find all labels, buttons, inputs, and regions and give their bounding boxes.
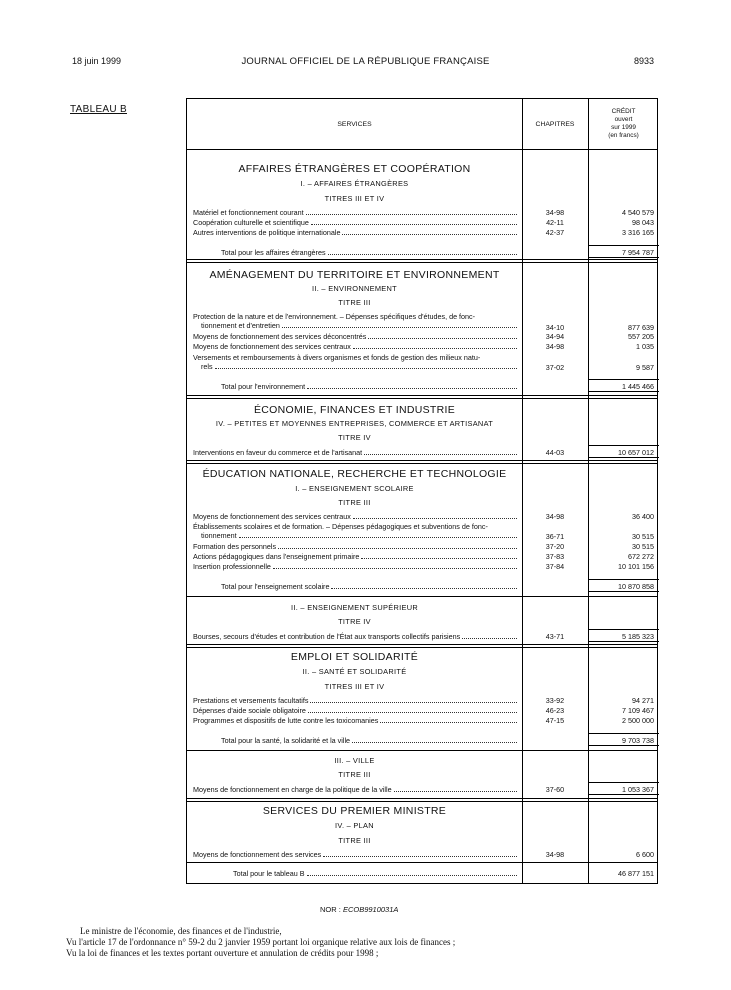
row-label: Bourses, secours d'études et contribution de l'État aux transports collectifs parisiens <box>193 632 461 641</box>
section-titres: TITRE III <box>338 836 371 845</box>
total-row <box>221 382 519 391</box>
row-chapitre: 42-11 <box>546 218 564 227</box>
row-credit: 94 271 <box>632 696 654 705</box>
row-chapitre: 34-10 <box>545 323 565 332</box>
table-row <box>193 696 519 705</box>
table-row <box>193 552 519 561</box>
row-credit: 36 400 <box>632 512 654 521</box>
total-row <box>233 869 519 878</box>
header-rule <box>187 149 657 150</box>
section-subtitle: IV. – PETITES ET MOYENNES ENTREPRISES, COMMERCE ET ARTISANAT <box>215 419 494 428</box>
row-rule <box>187 862 657 863</box>
table-row <box>201 362 519 371</box>
table-row <box>193 342 519 351</box>
row-credit: 5 185 323 <box>622 632 654 641</box>
section-title: ÉCONOMIE, FINANCES ET INDUSTRIE <box>253 404 456 416</box>
total-value: 1 445 466 <box>622 382 654 391</box>
credit-header-line: sur 1999 <box>611 124 636 131</box>
section-title: EMPLOI ET SOLIDARITÉ <box>290 651 419 663</box>
row-label: Moyens de fonctionnement en charge de la politique de la ville <box>193 785 392 794</box>
row-credit: 9 587 <box>636 363 654 372</box>
total-value: 46 877 151 <box>618 869 654 878</box>
total-value: 9 703 738 <box>622 736 654 745</box>
row-label: Formation des personnels <box>193 542 277 551</box>
row-chapitre: 34-94 <box>545 332 565 341</box>
section-title: SERVICES DU PREMIER MINISTRE <box>262 805 447 817</box>
table-row <box>193 542 519 551</box>
body-line: Vu l'article 17 de l'ordonnance n° 59-2 du 2 janvier 1959 portant loi organique relative aux lois de finances ; <box>66 937 456 947</box>
nor-reference <box>320 905 398 914</box>
section-titres: TITRES III ET IV <box>324 194 385 203</box>
row-credit: 557 205 <box>628 332 654 341</box>
table-row <box>193 448 519 457</box>
row-chapitre: 42-37 <box>545 228 565 237</box>
section-titres: TITRES III ET IV <box>324 682 385 691</box>
total-label: Total pour l'enseignement scolaire <box>221 582 330 591</box>
section-titres: TITRE III <box>338 770 371 779</box>
section-title: AMÉNAGEMENT DU TERRITOIRE ET ENVIRONNEMENT <box>209 269 500 281</box>
row-label: Programmes et dispositifs de lutte contre les toxicomanies <box>193 716 379 725</box>
row-credit: 30 515 <box>632 542 654 551</box>
table-row <box>193 332 519 341</box>
row-label: Moyens de fonctionnement des services centraux <box>193 512 351 521</box>
column-header-credit <box>588 99 659 149</box>
row-label: Interventions en faveur du commerce et de l'artisanat <box>193 448 363 457</box>
row-chapitre: 34-98 <box>545 342 565 351</box>
row-chapitre: 37-84 <box>545 562 565 571</box>
table-row <box>193 785 519 794</box>
header-date: 18 juin 1999 <box>72 56 122 66</box>
total-label: Total pour la santé, la solidarité et la ville <box>221 736 351 745</box>
tableau-label: TABLEAU B <box>70 104 127 115</box>
table-row <box>193 228 519 237</box>
section-subtitle: I. – ENSEIGNEMENT SCOLAIRE <box>295 484 414 493</box>
row-chapitre: 47-15 <box>545 716 565 725</box>
row-rule <box>187 750 657 751</box>
section-title: AFFAIRES ÉTRANGÈRES ET COOPÉRATION <box>238 163 471 175</box>
row-chapitre: 43-71 <box>545 632 565 641</box>
row-chapitre: 34-98 <box>545 850 565 859</box>
credit-header-line: CRÉDIT <box>611 108 636 115</box>
row-credit: 4 540 579 <box>622 208 654 217</box>
section-subtitle: I. – AFFAIRES ÉTRANGÈRES <box>300 179 409 188</box>
row-label: Matériel et fonctionnement courant <box>193 208 304 217</box>
row-credit: 1 053 367 <box>622 785 654 794</box>
row-chapitre: 37-20 <box>545 542 565 551</box>
section-title: ÉDUCATION NATIONALE, RECHERCHE ET TECHNOLOGIE <box>202 468 507 480</box>
table-row <box>193 208 519 217</box>
row-credit: 1 035 <box>636 342 654 351</box>
row-credit: 2 500 000 <box>622 716 654 725</box>
row-label: Moyens de fonctionnement des services <box>193 850 322 859</box>
table-row <box>193 716 519 725</box>
row-label: Coopération culturelle et scientifique <box>193 218 309 227</box>
row-chapitre: 34-98 <box>545 512 565 521</box>
total-row <box>221 248 519 257</box>
section-subtitle: IV. – PLAN <box>335 821 374 830</box>
row-label: rels <box>201 362 213 371</box>
row-credit: 7 109 467 <box>622 706 654 715</box>
row-label: Moyens de fonctionnement des services centraux <box>193 342 351 351</box>
row-label-line: Protection de la nature et de l'environnement. – Dépenses spécifiques d'études, de fonc- <box>193 312 476 321</box>
table-row <box>193 562 519 571</box>
row-label: Dépenses d'aide sociale obligatoire <box>193 706 306 715</box>
row-chapitre: 37-60 <box>545 785 565 794</box>
section-titres: TITRE IV <box>338 433 371 442</box>
column-header-chapitres: CHAPITRES <box>535 120 575 128</box>
row-credit: 10 657 012 <box>618 448 654 457</box>
table-row <box>193 218 519 227</box>
row-credit: 877 639 <box>628 323 654 332</box>
row-credit: 3 316 165 <box>622 228 654 237</box>
row-credit: 672 272 <box>628 552 654 561</box>
body-line: Le ministre de l'économie, des finances et de l'industrie, <box>80 926 282 936</box>
row-label: Autres interventions de politique internationale <box>193 228 341 237</box>
row-credit: 30 515 <box>632 532 654 541</box>
journal-title: JOURNAL OFFICIEL DE LA RÉPUBLIQUE FRANÇAISE <box>241 56 490 67</box>
table-row <box>201 321 519 330</box>
row-credit: 10 101 156 <box>618 562 654 571</box>
table-row <box>193 850 519 859</box>
table-row <box>193 632 519 641</box>
total-label: Total pour le tableau B <box>233 869 305 878</box>
row-chapitre: 44-03 <box>545 448 565 457</box>
total-label: Total pour l'environnement <box>221 382 306 391</box>
row-label: tionnement et d'entretien <box>201 321 280 330</box>
nor-value: ECOB9910031A <box>342 905 399 914</box>
row-chapitre: 37-02 <box>545 363 565 372</box>
row-label: Prestations et versements facultatifs <box>193 696 309 705</box>
section-subtitle: II. – ENSEIGNEMENT SUPÉRIEUR <box>291 603 418 612</box>
row-label-line: Versements et remboursements à divers organismes et fonds de gestion des milieux natu- <box>193 353 481 362</box>
nor-label: NOR : <box>320 905 341 914</box>
column-header-services: SERVICES <box>337 120 372 128</box>
row-rule <box>187 596 657 597</box>
section-rule <box>187 644 657 648</box>
row-chapitre: 36-71 <box>545 532 565 541</box>
row-chapitre: 33-92 <box>545 696 565 705</box>
total-value: 7 954 787 <box>622 248 654 257</box>
section-rule <box>187 460 657 464</box>
row-credit: 98 043 <box>632 218 654 227</box>
section-rule <box>187 798 657 802</box>
section-rule <box>187 259 657 263</box>
section-titres: TITRE III <box>338 298 371 307</box>
section-titres: TITRE III <box>338 498 371 507</box>
row-label-line: Établissements scolaires et de formation. – Dépenses pédagogiques et subventions de fonc- <box>193 522 488 531</box>
row-chapitre: 34-98 <box>545 208 565 217</box>
credit-header-line: ouvert <box>614 116 633 123</box>
section-titres: TITRE IV <box>338 617 371 626</box>
section-rule <box>187 395 657 399</box>
row-label: tionnement <box>201 531 237 540</box>
row-chapitre: 46-23 <box>545 706 565 715</box>
row-chapitre: 37-83 <box>545 552 565 561</box>
credit-table <box>186 98 658 884</box>
total-label: Total pour les affaires étrangères <box>221 248 326 257</box>
table-row <box>193 706 519 715</box>
row-label: Moyens de fonctionnement des services déconcentrés <box>193 332 367 341</box>
page-number: 8933 <box>634 56 655 66</box>
body-line: Vu la loi de finances et les textes portant ouverture et annulation de crédits pour 1998 ; <box>66 948 379 958</box>
section-subtitle: III. – VILLE <box>334 756 375 765</box>
total-row <box>221 736 519 745</box>
row-label: Insertion professionnelle <box>193 562 271 571</box>
total-value: 10 870 858 <box>618 582 654 591</box>
row-credit: 6 600 <box>636 850 654 859</box>
table-row <box>201 531 519 540</box>
total-row <box>221 582 519 591</box>
credit-header-line: (en francs) <box>608 132 639 139</box>
table-row <box>193 512 519 521</box>
section-subtitle: II. – SANTÉ ET SOLIDARITÉ <box>302 667 407 676</box>
section-subtitle: II. – ENVIRONNEMENT <box>312 284 397 293</box>
row-label: Actions pédagogiques dans l'enseignement primaire <box>193 552 360 561</box>
